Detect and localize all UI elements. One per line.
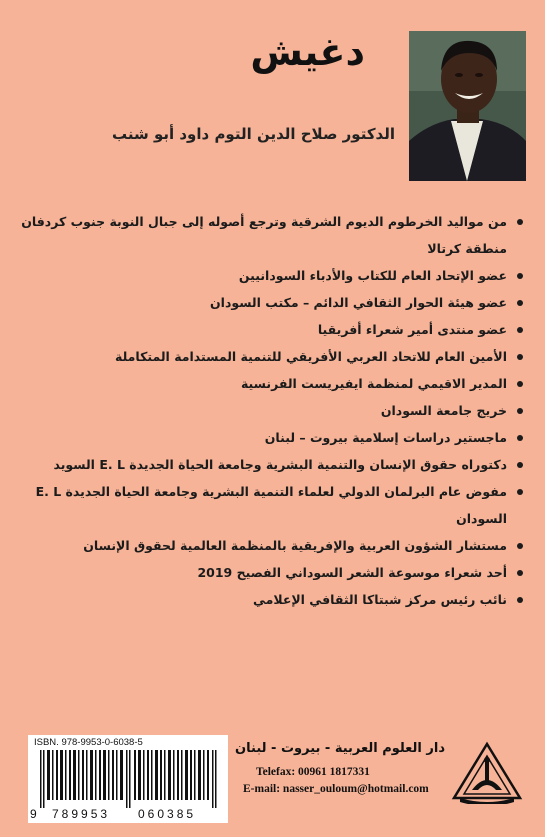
bio-item-text: أحد شعراء موسوعة الشعر السوداني الفصيح 2019 [197, 565, 507, 580]
isbn-label: ISBN. 978-9953-0-6038-5 [34, 737, 143, 748]
bio-item-text: الأمين العام للاتحاد العربي الأفريقي للتنمية المستدامة المتكاملة [115, 349, 507, 364]
bullet-icon [517, 489, 523, 495]
bio-item [18, 586, 523, 613]
bio-item-text: مفوض عام البرلمان الدولي لعلماء التنمية البشرية وجامعة الحياة الجديدة E. L السودان [35, 484, 507, 526]
bio-item [18, 424, 523, 451]
author-bio-list [18, 208, 523, 613]
bio-item [18, 532, 523, 559]
bullet-icon [517, 219, 523, 225]
bio-item [18, 289, 523, 316]
bullet-icon [517, 354, 523, 360]
book-title: دغيش [250, 30, 365, 74]
bullet-icon [517, 408, 523, 414]
isbn-barcode [28, 735, 228, 823]
bio-item [18, 370, 523, 397]
publisher-name: دار العلوم العربية - بيروت - لبنان [235, 741, 445, 756]
bullet-icon [517, 273, 523, 279]
bullet-icon [517, 543, 523, 549]
author-photo [409, 31, 526, 181]
bullet-icon [517, 300, 523, 306]
barcode-digits-right: 060385 [138, 807, 197, 821]
bio-item-text: من مواليد الخرطوم الديوم الشرقية وترجع أصوله إلى جبال النوبة جنوب كردفان منطقة كرتالا [21, 214, 507, 256]
bio-item [18, 559, 523, 586]
bullet-icon [517, 381, 523, 387]
barcode-bars [38, 750, 220, 808]
bio-item-text: عضو الإتحاد العام للكتاب والأدباء السودانيين [238, 268, 507, 283]
barcode-digits-left: 789953 [52, 807, 111, 821]
bio-item [18, 451, 523, 478]
bio-item-text: خريج جامعة السودان [380, 403, 507, 418]
bio-item-text: نائب رئيس مركز شبتاكا الثقافي الإعلامي [252, 592, 507, 607]
bio-item-text: ماجستير دراسات إسلامية بيروت – لبنان [264, 430, 507, 445]
bio-item [18, 316, 523, 343]
publisher-email: E-mail: nasser_ouloum@hotmail.com [243, 783, 429, 795]
bullet-icon [517, 462, 523, 468]
barcode-digit-first: 9 [30, 807, 37, 821]
bio-item [18, 478, 523, 532]
bio-item [18, 397, 523, 424]
bullet-icon [517, 597, 523, 603]
author-name: الدكتور صلاح الدين التوم داود أبو شنب [111, 125, 395, 143]
bio-item-text: عضو هيئة الحوار الثقافي الدائم – مكتب السودان [210, 295, 507, 310]
bio-item [18, 208, 523, 262]
bio-item [18, 262, 523, 289]
bio-item-text: عضو منتدى أمير شعراء أفريقيا [317, 322, 507, 337]
bio-item-text: دكتوراه حقوق الإنسان والتنمية البشرية وجامعة الحياة الجديدة E. L السويد [53, 457, 507, 472]
publisher-telefax: Telefax: 00961 1817331 [256, 766, 370, 778]
bullet-icon [517, 435, 523, 441]
bullet-icon [517, 327, 523, 333]
bio-item-text: المدير الاقيمي لمنظمة ايفيريست الفرنسية [240, 376, 507, 391]
bio-item [18, 343, 523, 370]
bio-item-text: مستشار الشؤون العربية والإفريقية بالمنظمة العالمية لحقوق الإنسان [83, 538, 507, 553]
publisher-logo-icon [450, 740, 524, 804]
bullet-icon [517, 570, 523, 576]
